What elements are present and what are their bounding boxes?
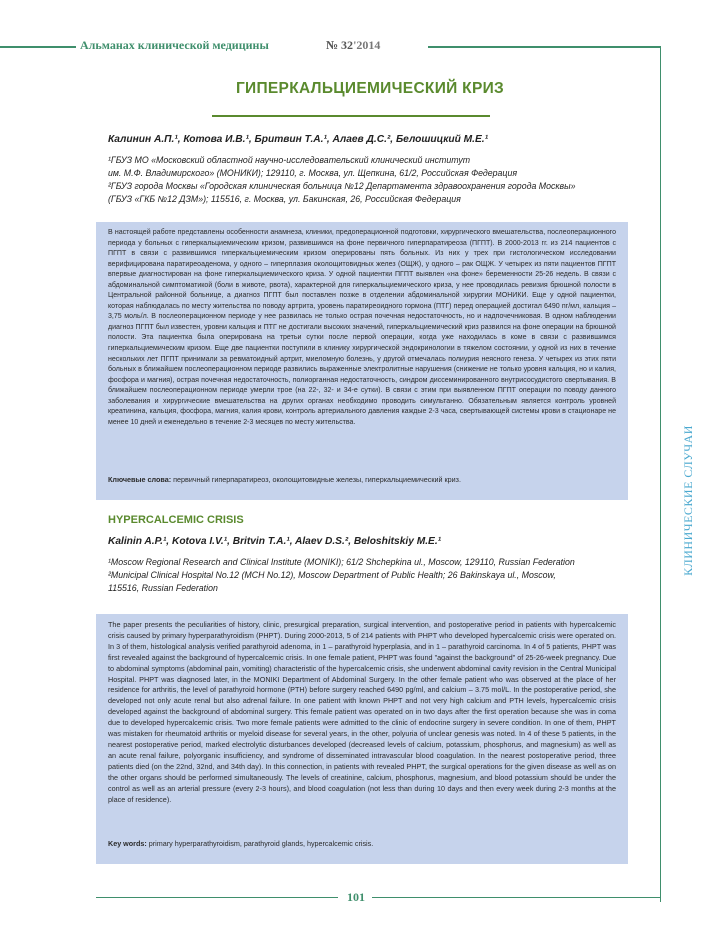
- keywords-en-text: primary hyperparathyroidism, parathyroid glands, hypercalcemic crisis.: [146, 839, 374, 848]
- keywords-ru-label: Ключевые слова:: [108, 475, 172, 484]
- authors-en: Kalinin A.P.¹, Kotova I.V.¹, Britvin T.A.¹, Alaev D.S.², Beloshitskiy M.E.¹: [108, 536, 442, 547]
- issue-year: '2014: [353, 38, 381, 52]
- section-label-text: КЛИНИЧЕСКИЕ СЛУЧАИ: [680, 424, 695, 576]
- keywords-ru-text: первичный гиперпаратиреоз, околощитовидные железы, гиперкальциемический криз.: [171, 475, 461, 484]
- authors-ru: Калинин А.П.¹, Котова И.В.¹, Бритвин Т.А.¹, Алаев Д.С.², Белошицкий М.Е.¹: [108, 134, 489, 145]
- affiliation-ru-line: (ГБУЗ «ГКБ №12 ДЗМ»); 115516, г. Москва, ул. Бакинская, 26, Российская Федерация: [108, 194, 461, 204]
- abstract-en-box: [96, 614, 628, 864]
- keywords-ru: [108, 475, 616, 484]
- affiliation-ru-line: ²ГБУЗ города Москвы «Городская клиническая больница №12 Департамента здравоохранения города Москвы»: [108, 181, 576, 191]
- affiliation-en-line: ¹Moscow Regional Research and Clinical Institute (MONIKI); 61/2 Shchepkina ul., Moscow, 129110, Russian Federation: [108, 557, 575, 567]
- page-number: 101: [347, 890, 365, 904]
- keywords-en-label: Key words:: [108, 839, 147, 848]
- section-side-label: [658, 390, 709, 610]
- footer-rule-left: [96, 897, 338, 898]
- affiliation-en-line: ²Municipal Clinical Hospital No.12 (MCH No.12), Moscow Department of Public Health; 26 Bakinskaya ul., Moscow,: [108, 570, 556, 580]
- abstract-ru-box: [96, 222, 628, 500]
- issue-number: [326, 38, 380, 53]
- issue-prefix: № 32: [326, 38, 354, 52]
- journal-name: Альманах клинической медицины: [80, 38, 269, 52]
- header-rule-left: [0, 46, 76, 48]
- affiliation-ru-line: ¹ГБУЗ МО «Московский областной научно-исследовательский клинический институт: [108, 155, 471, 165]
- footer-rule-right: [372, 897, 660, 898]
- affiliation-ru-line: им. М.Ф. Владимирского» (МОНИКИ); 129110, г. Москва, ул. Щепкина, 61/2, Российская Федерация: [108, 168, 518, 178]
- article-title: ГИПЕРКАЛЬЦИЕМИЧЕСКИЙ КРИЗ: [235, 80, 505, 97]
- header-rule-right: [428, 46, 660, 48]
- article-title-en: HYPERCALCEMIC CRISIS: [108, 514, 244, 526]
- affiliation-en-line: 115516, Russian Federation: [108, 583, 218, 593]
- abstract-en: The paper presents the peculiarities of history, clinic, presurgical preparation, surgical intervention, and postoperative period in patients with hypercalcemic crisis caused by primary hyperparathyroidism (PHPT). During 2000-2013, 5 of 214 patients with PHPT who developed hypercalcemic crisis were operated on. In 3 of them, histological analysis verified parathyroid adenoma, in 1 – parathyroid hyperplasia, and in 1 – parathyroid carcinoma. In 4 of 5 patients, PHPT was first revealed against the background of hypercalcemic crisis. In one female patient, PHPT was found "against the background" of 25-26-week pregnancy. Due to abdominal symptoms (abdominal pain, vomiting) characteristic of the hypercalcemic crisis, she underwent abdominal cavity revision in the Central Municipal Hospital. PHPT was diagnosed later, in the MONIKI Department of Abdominal Surgery. In the other female patient who was observed at the place of her residence for arthritis, the level of parathyroid hormone (PTH) before surgery reached 6490 pg/ml, and calcium – 3.75 mol/L. In the postoperative period, she developed not only acute renal but also adrenal failure. In one patient with known PHPT and not very high calcium and PTH levels, hypercalcemic crisis developed against the background of abdominal surgery. This female patient was operated on in two days after the first operation because she was in coma due to developed hypercalcemic crisis. Two more female patients were admitted to the clinic of endocrine surgery in severe condition. In one of them, PHPT was mistaken for rheumatoid arthritis or myeloid disease for several years, in the other, polyuria of unclear genesis was noted. In 4 of these 5 patients, in the nearest postoperative period, marked electrolytic disturbances developed (decreased levels of calcium, potassium, phosphorus, and magnesium) as well as an acute renal failure, polyorganic insufficiency, and syndrome of disseminated intravascular blood coagulation. In the nearest postoperative period, three patients died (on the 22nd, 32nd, and 34th day). In this connection, in patients with revealed PHPT, the surgical operations for the given disease as well as on the other organs should be performed simultaneously. The levels of creatinine, calcium, phosphorus, magnesium, and blood potassium should be under the control as well as an arterial pressure (every 2-3 hours), and blood coagulation (not less than during 10 days and then every week during 2-3 months at the place of residence).: [108, 620, 616, 804]
- keywords-en: [108, 839, 616, 848]
- title-underline: [212, 115, 490, 117]
- abstract-ru: В настоящей работе представлены особенности анамнеза, клиники, предоперационной подготовки, хирургического вмешательства, послеоперационного периода у больных с гиперкальциемическим кризом, развившимся на фоне первичного гиперпаратиреоза (ПГПТ). В 2000-2013 гг. из 214 пациентов с ПГПТ в связи с развившимся гиперкальциемическим кризом оперированы пять больных. Из них у трех при гистологическом исследовании верифицирована паратиреоаденома, у одного – гиперплазия околощитовидных желез (ОЩЖ), у одного – рак ОЩЖ. У четырех из пяти пациентов ПГПТ впервые диагностирован на фоне гиперкальциемического криза. У одной пациентки ПГПТ выявлен «на фоне» беременности 25-26 недель. В связи с абдоминальной симптоматикой (боли в животе, рвота), характерной для гиперкальциемического криза, у нее проводилась ревизия брюшной полости в Центральной районной больнице, а диагноз ПГПТ был поставлен позже в отделении абдоминальной хирургии МОНИКИ. Еще у одной пациентки, которая наблюдалась по месту жительства по поводу артрита, уровень паратиреоидного гормона (ПТГ) перед операцией достигал 6490 пг/мл, кальция – 3,75 моль/л. В послеоперационном периоде у нее развилась не только острая почечная недостаточность, но и надпочечниковая. В одном наблюдении диагноз ПГПТ был известен, уровни кальция и ПТГ не достигали высоких значений, гиперкальциемический криз развился на фоне операции на брюшной полости. Эта пациентка была оперирована на третьи сутки после первой операции, когда уже находилась в коме в связи с развившимся гиперкальциемическим кризом. Еще две пациентки поступили в клинику хирургической эндокринологии в тяжелом состоянии, у одной из них в течение нескольких лет ПГПТ принимали за ревматоидный артрит, миеломную болезнь, у другой отмечалась полиурия неясного генеза. У четырех из этих пяти больных в ближайшем послеоперационном периоде развились выраженные электролитные нарушения (снижение не только уровня кальция, но и калия, фосфора и магния), острая почечная недостаточность, полиорганная недостаточность, синдром диссеминированного внутрисосудистого свертывания. В ближайшем послеоперационном периоде умерли трое (на 22-, 32- и 34-е сутки). В связи с этим при выявленном ПГПТ операции по поводу данного заболевания и хирургические вмешательства на других органах необходимо проводить симультанно. Обязательным является контроль уровней креатинина, кальция, фосфора, магния, калия крови, контроль артериального давления каждые 2-3 часа, свертывающей системы крови в стационаре не менее 10 дней и еженедельно в течение 2-3 месяцев по месту жительства.: [108, 229, 616, 426]
